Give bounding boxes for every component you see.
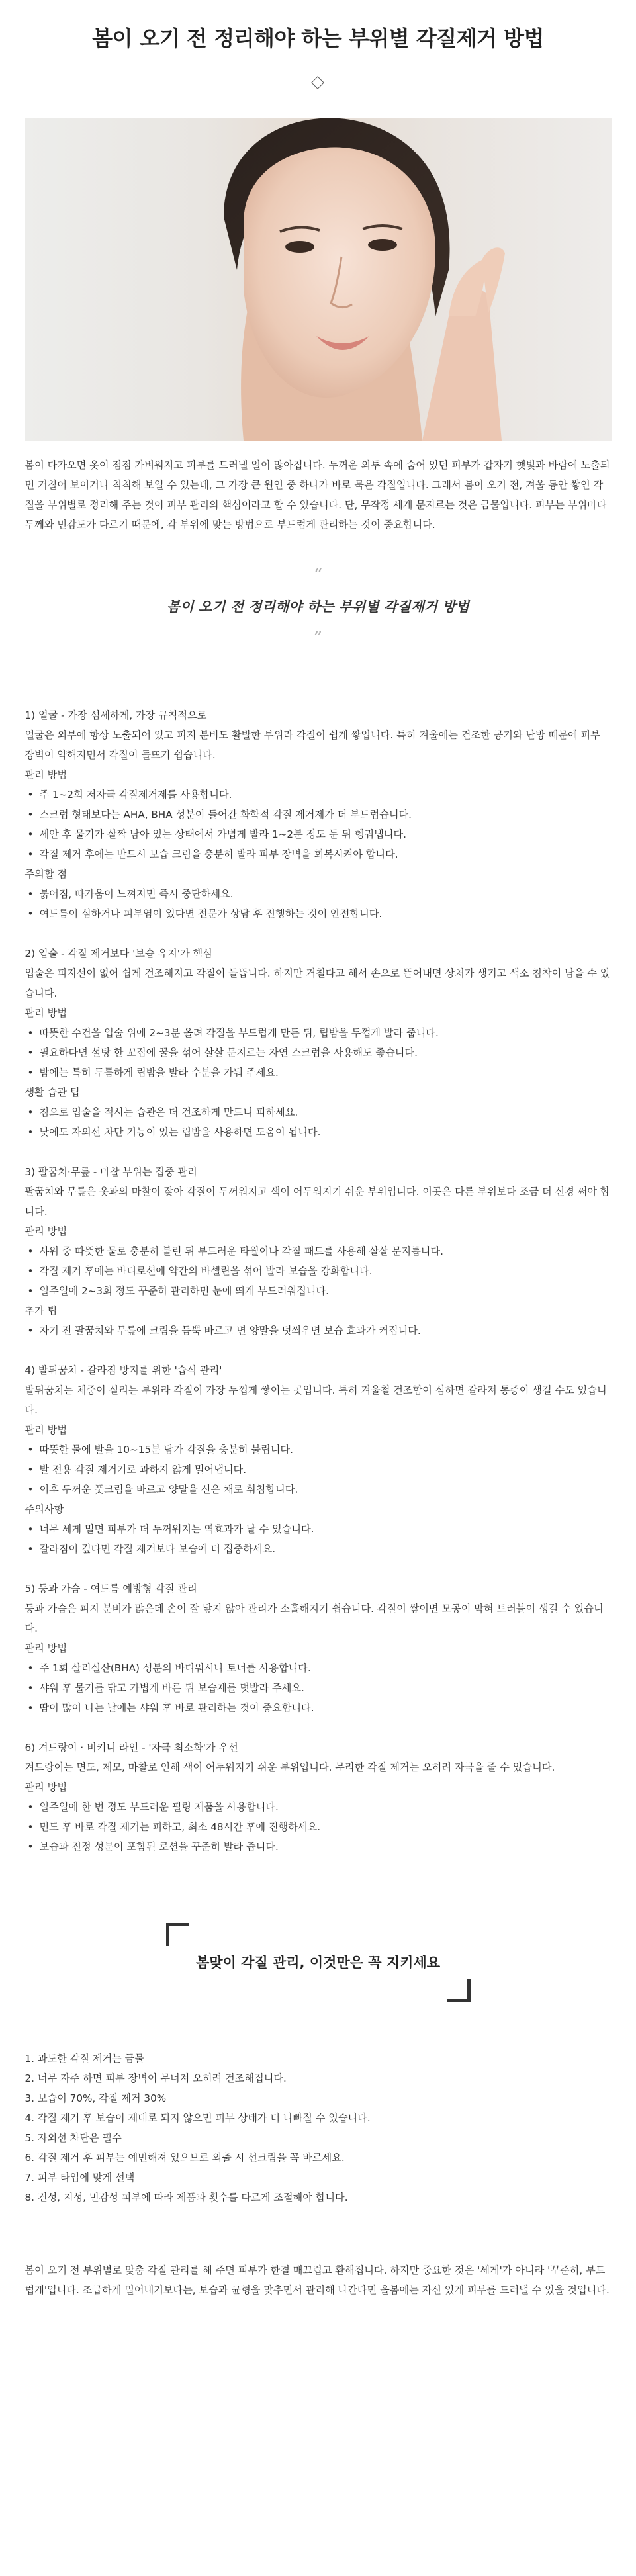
article [25, 0, 612, 2300]
section-heading: 4) 발뒤꿈치 - 갈라짐 방지를 위한 '습식 관리' [24, 1364, 222, 1376]
list-item: • 따뜻한 수건을 입술 위에 2~3분 올려 각질을 부드럽게 만든 뒤, 립밤을 두껍게 발라 줍니다. [25, 1023, 612, 1043]
hero-image [25, 118, 612, 441]
group-label: 관리 방법 [24, 1007, 68, 1019]
list-item: • 갈라짐이 깊다면 각질 제거보다 보습에 더 집중하세요. [25, 1539, 612, 1559]
list-item: • 땀이 많이 나는 날에는 샤워 후 바로 관리하는 것이 중요합니다. [25, 1698, 612, 1718]
bullet-list [25, 785, 612, 864]
list-item: • 이후 두꺼운 풋크림을 바르고 양말을 신은 채로 휘침합니다. [25, 1480, 612, 1499]
group-label: 관리 방법 [24, 1225, 68, 1237]
corner-bracket-bottom-right [447, 1979, 471, 2002]
section-elbows-knees [25, 1162, 612, 1341]
left-eye-shape [285, 241, 314, 253]
group-label: 추가 팁 [24, 1305, 58, 1317]
section-face [25, 705, 612, 924]
list-item: • 주 1회 살리실산(BHA) 성분의 바디워시나 토너를 사용합니다. [25, 1658, 612, 1678]
list-item: • 너무 세게 밀면 피부가 더 두꺼워지는 역효과가 날 수 있습니다. [25, 1519, 612, 1539]
list-item: 2. 너무 자주 하면 피부 장벽이 무너져 오히려 건조해집니다. [24, 2072, 287, 2084]
section-heading: 6) 겨드랑이 · 비키니 라인 - '자극 최소화'가 우선 [24, 1742, 238, 1754]
intro-paragraph: 봄이 다가오면 옷이 점점 가벼워지고 피부를 드러낼 일이 많아집니다. 두꺼운 외투 속에 숨어 있던 피부가 갑자기 햇빛과 바람에 노출되면 거칠어 보이거나 칙칙해 보일 수 있는데, 그 가장 큰 원인 중 하나가 바로 묵은 각질입니다. 그래서 봄이 오기 전, 겨울 동안 쌓인 각질을 부위별로 정리해 주는 것이 피부 관리의 핵심이라고 할 수 있습니다. 단, 무작정 세게 문지르는 것은 금물입니다. 피부는 부위마다 두께와 민감도가 다르기 때문에, 각 부위에 맞는 방법으로 부드럽게 관리하는 것이 중요합니다. [24, 459, 610, 531]
section-description: 등과 가슴은 피지 분비가 많은데 손이 잘 닿지 않아 관리가 소홀해지기 쉽습니다. 각질이 쌓이면 모공이 막혀 트러블이 생길 수 있습니다. [24, 1603, 604, 1634]
list-item: 7. 피부 타입에 맞게 선택 [24, 2172, 135, 2184]
bullet-list [25, 1519, 612, 1559]
bullet-list [25, 1023, 612, 1083]
list-item: • 일주일에 한 번 정도 부드러운 필링 제품을 사용합니다. [25, 1797, 612, 1817]
list-item: • 밤에는 특히 두툼하게 립밤을 발라 수분을 가둬 주세요. [25, 1063, 612, 1083]
pull-quote [25, 566, 612, 648]
list-item: 1. 과도한 각질 제거는 금물 [24, 2053, 145, 2065]
section-description: 발뒤꿈치는 체중이 실리는 부위라 각질이 가장 두껍게 쌓이는 곳입니다. 특히 겨울철 건조함이 심하면 갈라져 통증이 생길 수도 있습니다. [24, 1384, 607, 1416]
group-label: 주의사항 [24, 1503, 64, 1515]
section-heading: 3) 팔꿈치·무릎 - 마찰 부위는 집중 관리 [24, 1166, 197, 1178]
callout-box [166, 1923, 471, 2002]
list-item: • 발 전용 각질 제거기로 과하지 않게 밀어냅니다. [25, 1460, 612, 1480]
tips-list [25, 2049, 612, 2207]
list-item: • 자기 전 팔꿈치와 무릎에 크림을 듬뿍 바르고 면 양말을 덧씌우면 보습 효과가 커집니다. [25, 1321, 612, 1341]
right-eye-shape [368, 239, 397, 251]
list-item: • 따뜻한 물에 발을 10~15분 담가 각질을 충분히 불립니다. [25, 1440, 612, 1460]
list-item: • 침으로 입술을 적시는 습관은 더 건조하게 만드니 피하세요. [25, 1102, 612, 1122]
group-label: 생활 습관 팁 [24, 1087, 80, 1098]
callout-title: 봄맞이 각질 관리, 이것만은 꼭 지키세요 [195, 1955, 441, 1971]
section-heading: 2) 입술 - 각질 제거보다 '보습 유지'가 핵심 [24, 948, 212, 959]
corner-bracket-top-left [166, 1923, 189, 1946]
section-description: 겨드랑이는 면도, 제모, 마찰로 인해 색이 어두워지기 쉬운 부위입니다. 무리한 각질 제거는 오히려 자극을 줄 수 있습니다. [24, 1761, 555, 1773]
list-item: • 스크럽 형태보다는 AHA, BHA 성분이 들어간 화학적 각질 제거제가 더 부드럽습니다. [25, 805, 612, 824]
list-item: • 여드름이 심하거나 피부염이 있다면 전문가 상담 후 진행하는 것이 안전합니다. [25, 904, 612, 924]
page-title: 봄이 오기 전 정리해야 하는 부위별 각질제거 방법 [92, 26, 544, 51]
list-item: • 일주일에 2~3회 정도 꾸준히 관리하면 눈에 띄게 부드러워집니다. [25, 1281, 612, 1301]
section-heading: 1) 얼굴 - 가장 섬세하게, 가장 규칙적으로 [24, 709, 207, 721]
group-label: 관리 방법 [24, 769, 68, 781]
list-item: • 붉어짐, 따가움이 느껴지면 즉시 중단하세요. [25, 884, 612, 904]
group-label: 관리 방법 [24, 1424, 68, 1436]
pull-quote-text: 봄이 오기 전 정리해야 하는 부위별 각질제거 방법 [167, 599, 469, 615]
bullet-list [25, 1797, 612, 1857]
bullet-list [25, 1241, 612, 1301]
bullet-list [25, 1440, 612, 1499]
divider-diamond-icon [311, 76, 324, 89]
section-back-chest [25, 1579, 612, 1718]
list-item: • 면도 후 바로 각질 제거는 피하고, 최소 48시간 후에 진행하세요. [25, 1817, 612, 1837]
title-divider [272, 75, 365, 91]
outro-paragraph: 봄이 오기 전 부위별로 맞춤 각질 관리를 해 주면 피부가 한결 매끄럽고 환해집니다. 하지만 중요한 것은 '세게'가 아니라 '꾸준히, 부드럽게'입니다. 조급하게 밀어내기보다는, 보습과 균형을 맞추면서 관리해 나간다면 올봄에는 자신 있게 피부를 드러낼 수 있을 것입니다. [24, 2264, 610, 2296]
section-description: 입술은 피지선이 없어 쉽게 건조해지고 각질이 들뜹니다. 하지만 거칠다고 해서 손으로 뜯어내면 상처가 생기고 색소 침착이 남을 수 있습니다. [24, 967, 610, 999]
group-label: 관리 방법 [24, 1781, 68, 1793]
list-item: • 필요하다면 설탕 한 꼬집에 꿀을 섞어 살살 문지르는 자연 스크럽을 사용해도 좋습니다. [25, 1043, 612, 1063]
list-item: • 각질 제거 후에는 바디로션에 약간의 바셀린을 섞어 발라 보습을 강화합니다. [25, 1261, 612, 1281]
section-lips [25, 944, 612, 1142]
list-item: • 샤워 후 물기를 닦고 가볍게 바른 뒤 보습제를 덧발라 주세요. [25, 1678, 612, 1698]
section-underarm-bikini [25, 1738, 612, 1857]
list-item: 8. 건성, 지성, 민감성 피부에 따라 제품과 횟수를 다르게 조절해야 합니다. [24, 2192, 348, 2203]
list-item: 5. 자외선 차단은 필수 [24, 2132, 122, 2144]
portrait-illustration [25, 118, 612, 441]
open-quote-icon: “ [313, 566, 323, 586]
list-item: • 샤워 중 따뜻한 물로 충분히 불린 뒤 부드러운 타월이나 각질 패드를 사용해 살살 문지릅니다. [25, 1241, 612, 1261]
bullet-list [25, 1102, 612, 1142]
group-label: 주의할 점 [24, 868, 68, 880]
list-item: • 낮에도 자외선 차단 기능이 있는 립밤을 사용하면 도움이 됩니다. [25, 1122, 612, 1142]
list-item: • 보습과 진정 성분이 포함된 로션을 꾸준히 발라 줍니다. [25, 1837, 612, 1857]
section-heading: 5) 등과 가슴 - 여드름 예방형 각질 관리 [24, 1583, 197, 1595]
close-quote-icon: ” [313, 628, 323, 648]
list-item: 4. 각질 제거 후 보습이 제대로 되지 않으면 피부 상태가 더 나빠질 수 있습니다. [24, 2112, 371, 2124]
list-item: 3. 보습이 70%, 각질 제거 30% [24, 2092, 167, 2104]
list-item: 6. 각질 제거 후 피부는 예민해져 있으므로 외출 시 선크림을 꼭 바르세요. [24, 2152, 345, 2164]
bullet-list [25, 1321, 612, 1341]
bullet-list [25, 884, 612, 924]
section-description: 팔꿈치와 무릎은 옷과의 마찰이 잦아 각질이 두꺼워지고 색이 어두워지기 쉬운 부위입니다. 이곳은 다른 부위보다 조금 더 신경 써야 합니다. [24, 1186, 610, 1218]
group-label: 관리 방법 [24, 1642, 68, 1654]
section-heels [25, 1360, 612, 1559]
list-item: • 세안 후 물기가 살짝 남아 있는 상태에서 가볍게 발라 1~2분 정도 둔 뒤 헹궈냅니다. [25, 824, 612, 844]
list-item: • 각질 제거 후에는 반드시 보습 크림을 충분히 발라 피부 장벽을 회복시켜야 합니다. [25, 844, 612, 864]
list-item: • 주 1~2회 저자극 각질제거제를 사용합니다. [25, 785, 612, 805]
section-description: 얼굴은 외부에 항상 노출되어 있고 피지 분비도 활발한 부위라 각질이 쉽게 쌓입니다. 특히 겨울에는 건조한 공기와 난방 때문에 피부 장벽이 약해지면서 각질이 들뜨기 쉽습니다. [24, 729, 600, 761]
bullet-list [25, 1658, 612, 1718]
